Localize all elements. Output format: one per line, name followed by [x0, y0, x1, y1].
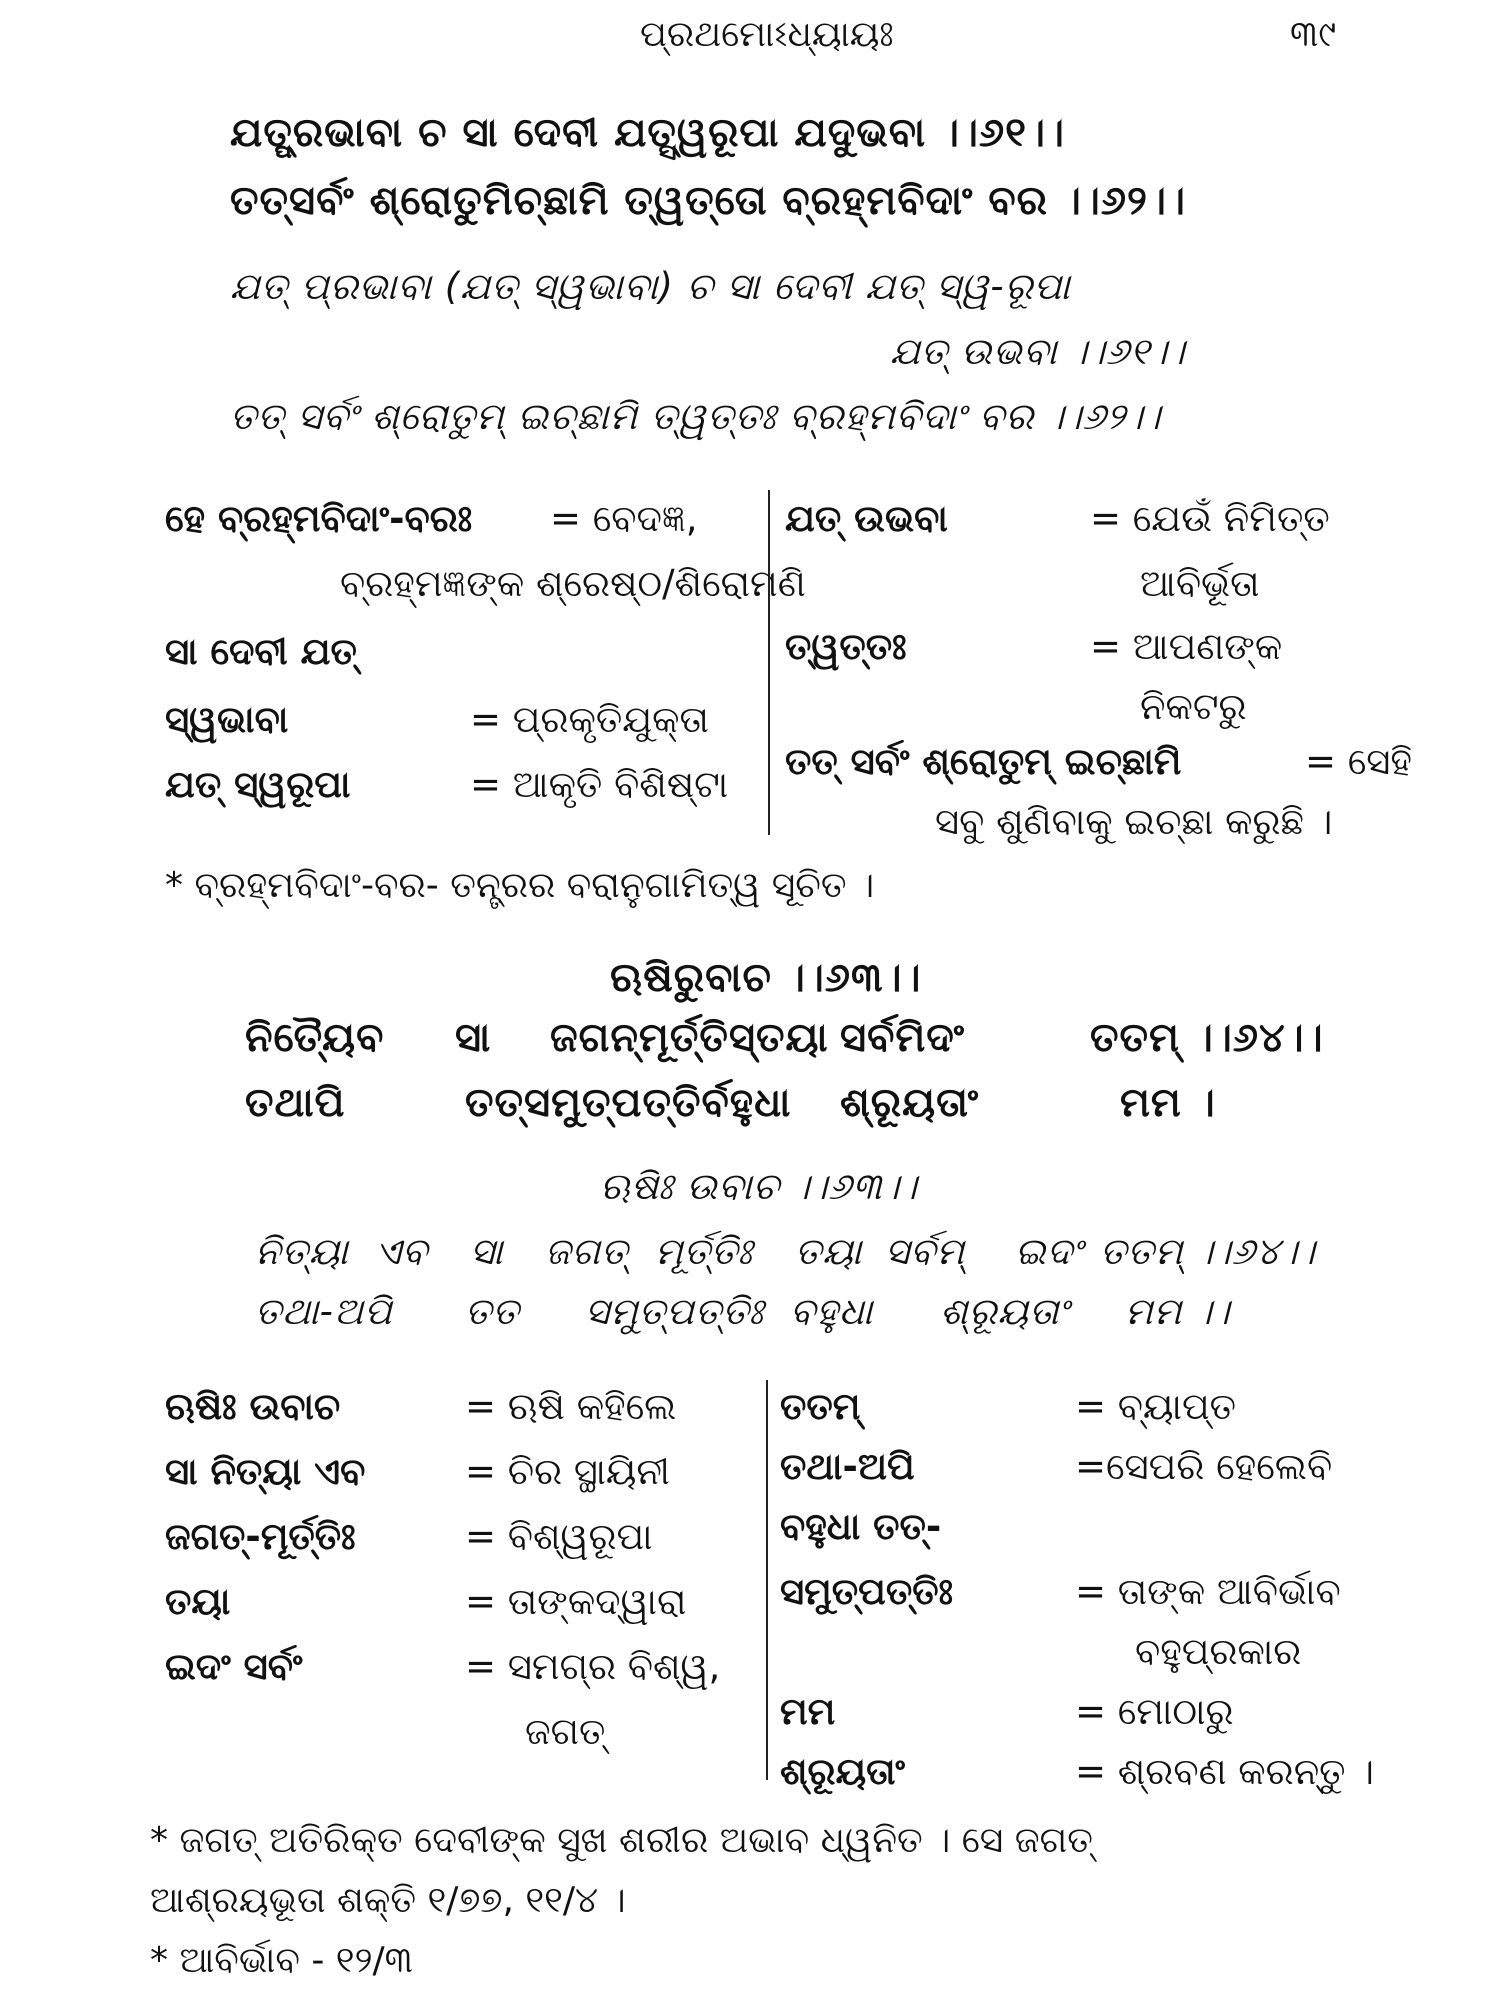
glossary-meaning-cont: ଜଗତ୍: [525, 1710, 606, 1753]
glossary-meaning: = ସେହି: [1305, 740, 1412, 783]
glossary-meaning: = ଶ୍ରବଣ କରନ୍ତୁ ।: [1075, 1750, 1374, 1793]
glossary-meaning-cont: ବ୍ରହ୍ମଜ୍ଞଙ୍କ ଶ୍ରେଷ୍ଠ/ଶିରୋମଣି: [340, 562, 806, 605]
verse-split-line: ତତ୍ ସର୍ବଂ ଶ୍ରୋତୁମ୍ ଇଚ୍ଛାମି ତ୍ୱତ୍ତଃ ବ୍ରହ୍ମବିଦାଂ ବର ।।୬୨।।: [230, 395, 1162, 438]
glossary-term: ଯତ୍ ଉଭବା: [785, 497, 948, 540]
verse-split-word: ସର୍ବମ୍: [885, 1230, 966, 1273]
column-divider: [766, 1380, 768, 1780]
glossary-term: ତତ୍ ସର୍ବଂ ଶ୍ରୋତୁମ୍ ଇଚ୍ଛାମି: [785, 740, 1182, 783]
verse-split-line: ଯତ୍ ଉଭବା ।।୬୧।।: [890, 330, 1186, 373]
glossary-term: ହେ ବ୍ରହ୍ମବିଦାଂ-ବରଃ: [165, 497, 473, 540]
verse-word: ମମ ।: [1120, 1080, 1216, 1126]
footnote: * ଜଗତ୍ ଅତିରିକ୍ତ ଦେବୀଙ୍କ ସୁଖ ଶରୀର ଅଭାବ ଧ୍ୱନିତ । ସେ ଜଗତ୍: [150, 1820, 1093, 1861]
glossary-term: ତ୍ୱତ୍ତଃ: [785, 625, 907, 668]
verse-split-word: ମୂର୍ତ୍ତିଃ: [655, 1230, 753, 1273]
verse-split-word: ସା: [470, 1230, 504, 1273]
glossary-term: ସ୍ୱଭାବା: [165, 698, 289, 741]
verse-word: ତଥାପି: [245, 1080, 346, 1126]
verse-word: ଜଗନ୍ମୂର୍ତ୍ତିସ୍ତୟା: [550, 1015, 829, 1061]
glossary-meaning: = ଋଷି କହିଲେ: [465, 1385, 677, 1428]
verse-split-word: ତତମ୍ ।।୬୪।।: [1100, 1230, 1316, 1273]
verse-word: ସର୍ବମିଦଂ: [840, 1015, 966, 1061]
verse-split-word: ତୟା: [795, 1230, 863, 1273]
page-number: ୩୯: [1290, 14, 1337, 55]
glossary-meaning: = ଆପଣଙ୍କ: [1090, 625, 1283, 668]
glossary-meaning-cont: ଆବିର୍ଭୂତା: [1140, 562, 1260, 605]
verse-split-word: ଏବ: [375, 1230, 429, 1273]
verse-split-word: ବହୁଧା: [790, 1290, 874, 1333]
verse-split-word: ଜଗତ୍: [545, 1230, 629, 1273]
glossary-term: ଯତ୍ ସ୍ୱରୂପା: [165, 763, 351, 806]
verse-split-word: ନିତ୍ୟା: [255, 1230, 349, 1273]
glossary-term: ବହୁଧା ତତ୍-: [780, 1505, 942, 1548]
glossary-term: ସା ନିତ୍ୟା ଏବ: [165, 1450, 366, 1493]
glossary-term: ଶ୍ରୂୟତାଂ: [780, 1750, 906, 1793]
glossary-term: ସା ଦେବୀ ଯତ୍: [165, 630, 357, 673]
column-divider: [768, 490, 770, 835]
verse-line: ତତ୍ସର୍ବଂ ଶ୍ରୋତୁମିଚ୍ଛାମି ତ୍ୱତ୍ତୋ ବ୍ରହ୍ମବିଦାଂ ବର ।।୬୨।।: [230, 178, 1186, 224]
verse-word: ତତ୍ସମୁତ୍ପତ୍ତିର୍ବହୁଧା: [465, 1080, 792, 1126]
glossary-meaning: = ବେଦଜ୍ଞ,: [550, 497, 698, 540]
glossary-meaning: =ସେପରି ହେଲେବି: [1075, 1445, 1333, 1488]
chapter-title: ପ୍ରଥମୋଽଧ୍ୟାୟଃ: [640, 14, 894, 55]
verse-word: ତତମ୍ ।।୬୪।।: [1090, 1015, 1324, 1061]
verse-word: ନିତ୍ୟୈବ: [245, 1015, 385, 1061]
glossary-meaning: = ତାଙ୍କଦ୍ୱାରା: [465, 1580, 687, 1623]
glossary-meaning: = ଆକୃତି ବିଶିଷ୍ଟା: [470, 763, 729, 806]
glossary-term: ଜଗତ୍-ମୂର୍ତ୍ତିଃ: [165, 1515, 356, 1558]
glossary-term: ତୟା: [165, 1580, 231, 1623]
glossary-meaning: = ପ୍ରକୃତିଯୁକ୍ତା: [470, 698, 709, 741]
verse-split-heading: ଋଷିଃ ଉବାଚ ।।୬୩।।: [600, 1165, 918, 1208]
glossary-meaning-cont: ବହୁପ୍ରକାର: [1135, 1630, 1302, 1673]
glossary-meaning: = ତାଙ୍କ ଆବିର୍ଭାବ: [1075, 1570, 1341, 1613]
verse-split-word: ସମୁତ୍ପତ୍ତିଃ: [585, 1290, 765, 1333]
glossary-meaning: = ବିଶ୍ୱରୂପା: [465, 1515, 653, 1558]
glossary-term: ମମ: [780, 1690, 836, 1733]
verse-word: ସା: [455, 1015, 492, 1061]
glossary-term: ଇଦଂ ସର୍ବଂ: [165, 1645, 303, 1688]
footnote: ଆଶ୍ରୟଭୂତା ଶକ୍ତି ୧/୭୭, ୧୧/୪ ।: [150, 1880, 626, 1921]
verse-line: ଯତ୍ପ୍ରଭାବା ଚ ସା ଦେବୀ ଯତ୍ସ୍ୱରୂପା ଯଦୁଭବା ।।୬୧।।: [230, 110, 1065, 156]
glossary-term: ସମୁତ୍ପତ୍ତିଃ: [780, 1570, 954, 1613]
glossary-meaning: = ବ୍ୟାପ୍ତ: [1075, 1385, 1237, 1428]
glossary-term: ଋଷିଃ ଉବାଚ: [165, 1385, 341, 1428]
glossary-term: ତତମ୍: [780, 1385, 861, 1428]
verse-split-word: ତତ: [465, 1290, 520, 1333]
verse-split-word: ଶ୍ରୂୟତାଂ: [940, 1290, 1070, 1333]
glossary-term: ତଥା-ଅପି: [780, 1445, 915, 1488]
verse-word: ଶ୍ରୂୟତାଂ: [840, 1080, 980, 1126]
verse-split-line: ଯତ୍ ପ୍ରଭାବା (ଯତ୍ ସ୍ୱଭାବା) ଚ ସା ଦେବୀ ଯତ୍ ସ୍ୱ-ରୂପା: [230, 265, 1071, 308]
verse-split-word: ଇଦଂ: [1015, 1230, 1083, 1273]
glossary-meaning-cont: ସବୁ ଶୁଣିବାକୁ ଇଚ୍ଛା କରୁଛି ।: [935, 800, 1333, 843]
verse-split-word: ମମ ।।: [1125, 1290, 1231, 1333]
glossary-meaning: = ମୋଠାରୁ: [1075, 1690, 1234, 1733]
glossary-meaning: = ସମଗ୍ର ବିଶ୍ୱ,: [465, 1645, 721, 1688]
glossary-meaning: = ଯେଉଁ ନିମିତ୍ତ: [1090, 497, 1330, 540]
verse-heading: ଋଷିରୁବାଚ ।।୬୩।।: [610, 955, 922, 1001]
footnote: * ବ୍ରହ୍ମବିଦାଂ-ବର- ତନ୍ତ୍ରର ବରାନୁଗାମିତ୍ୱ ସୂଚିତ ।: [165, 865, 875, 906]
verse-split-word: ତଥା-ଅପି: [255, 1290, 393, 1333]
footnote: * ଆବିର୍ଭାବ - ୧୨/୩: [150, 1940, 413, 1981]
glossary-meaning: = ଚିର ସ୍ଥାୟିନୀ: [465, 1450, 670, 1493]
glossary-meaning-cont: ନିକଟରୁ: [1140, 685, 1247, 728]
